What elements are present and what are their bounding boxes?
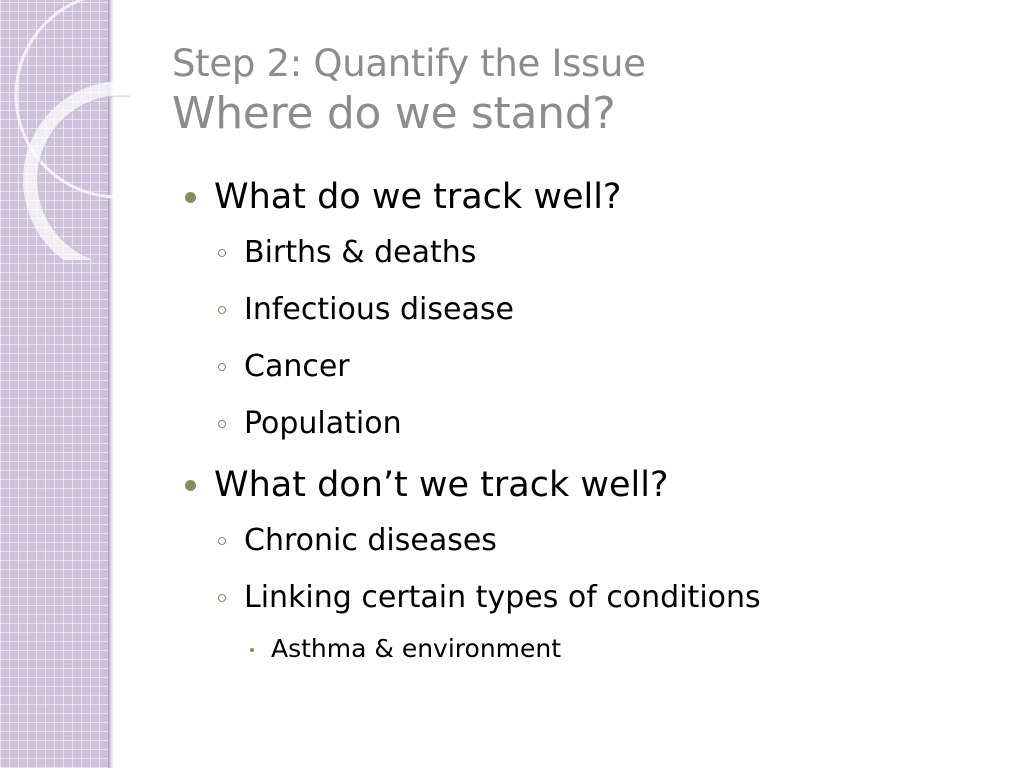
ring-thick [30,88,130,260]
bullet-level-2 [183,395,761,452]
bullet-list [183,170,761,672]
slide-title [172,40,646,140]
bullet-text: Asthma & environment [271,634,562,663]
bullet-ring-icon [218,306,226,314]
bullet-text: Linking certain types of conditions [244,580,761,615]
bullet-text: Population [244,406,402,441]
bullet-level-2 [183,224,761,281]
bullet-text: What don’t we track well? [214,465,669,505]
decorative-rings [0,0,130,260]
bullet-level-3 [183,626,761,672]
bullet-level-1 [183,170,761,224]
bullet-small-dot-icon [250,648,254,652]
bullet-level-2 [183,281,761,338]
bullet-ring-icon [218,420,226,428]
bullet-text: Infectious disease [244,292,514,327]
bullet-dot-icon [185,480,196,491]
bullet-level-2 [183,512,761,569]
bullet-level-1 [183,458,761,512]
bullet-text: Births & deaths [244,235,477,270]
bullet-level-2 [183,338,761,395]
bullet-text: Chronic diseases [244,523,497,558]
bullet-dot-icon [185,192,196,203]
bullet-text: What do we track well? [214,177,622,217]
bullet-level-2 [183,569,761,626]
bullet-text: Cancer [244,349,350,384]
title-line-2: Where do we stand? [172,88,616,139]
bullet-ring-icon [218,363,226,371]
title-line-1: Step 2: Quantify the Issue [172,42,646,85]
bullet-ring-icon [218,537,226,545]
bullet-ring-icon [218,594,226,602]
bullet-ring-icon [218,249,226,257]
